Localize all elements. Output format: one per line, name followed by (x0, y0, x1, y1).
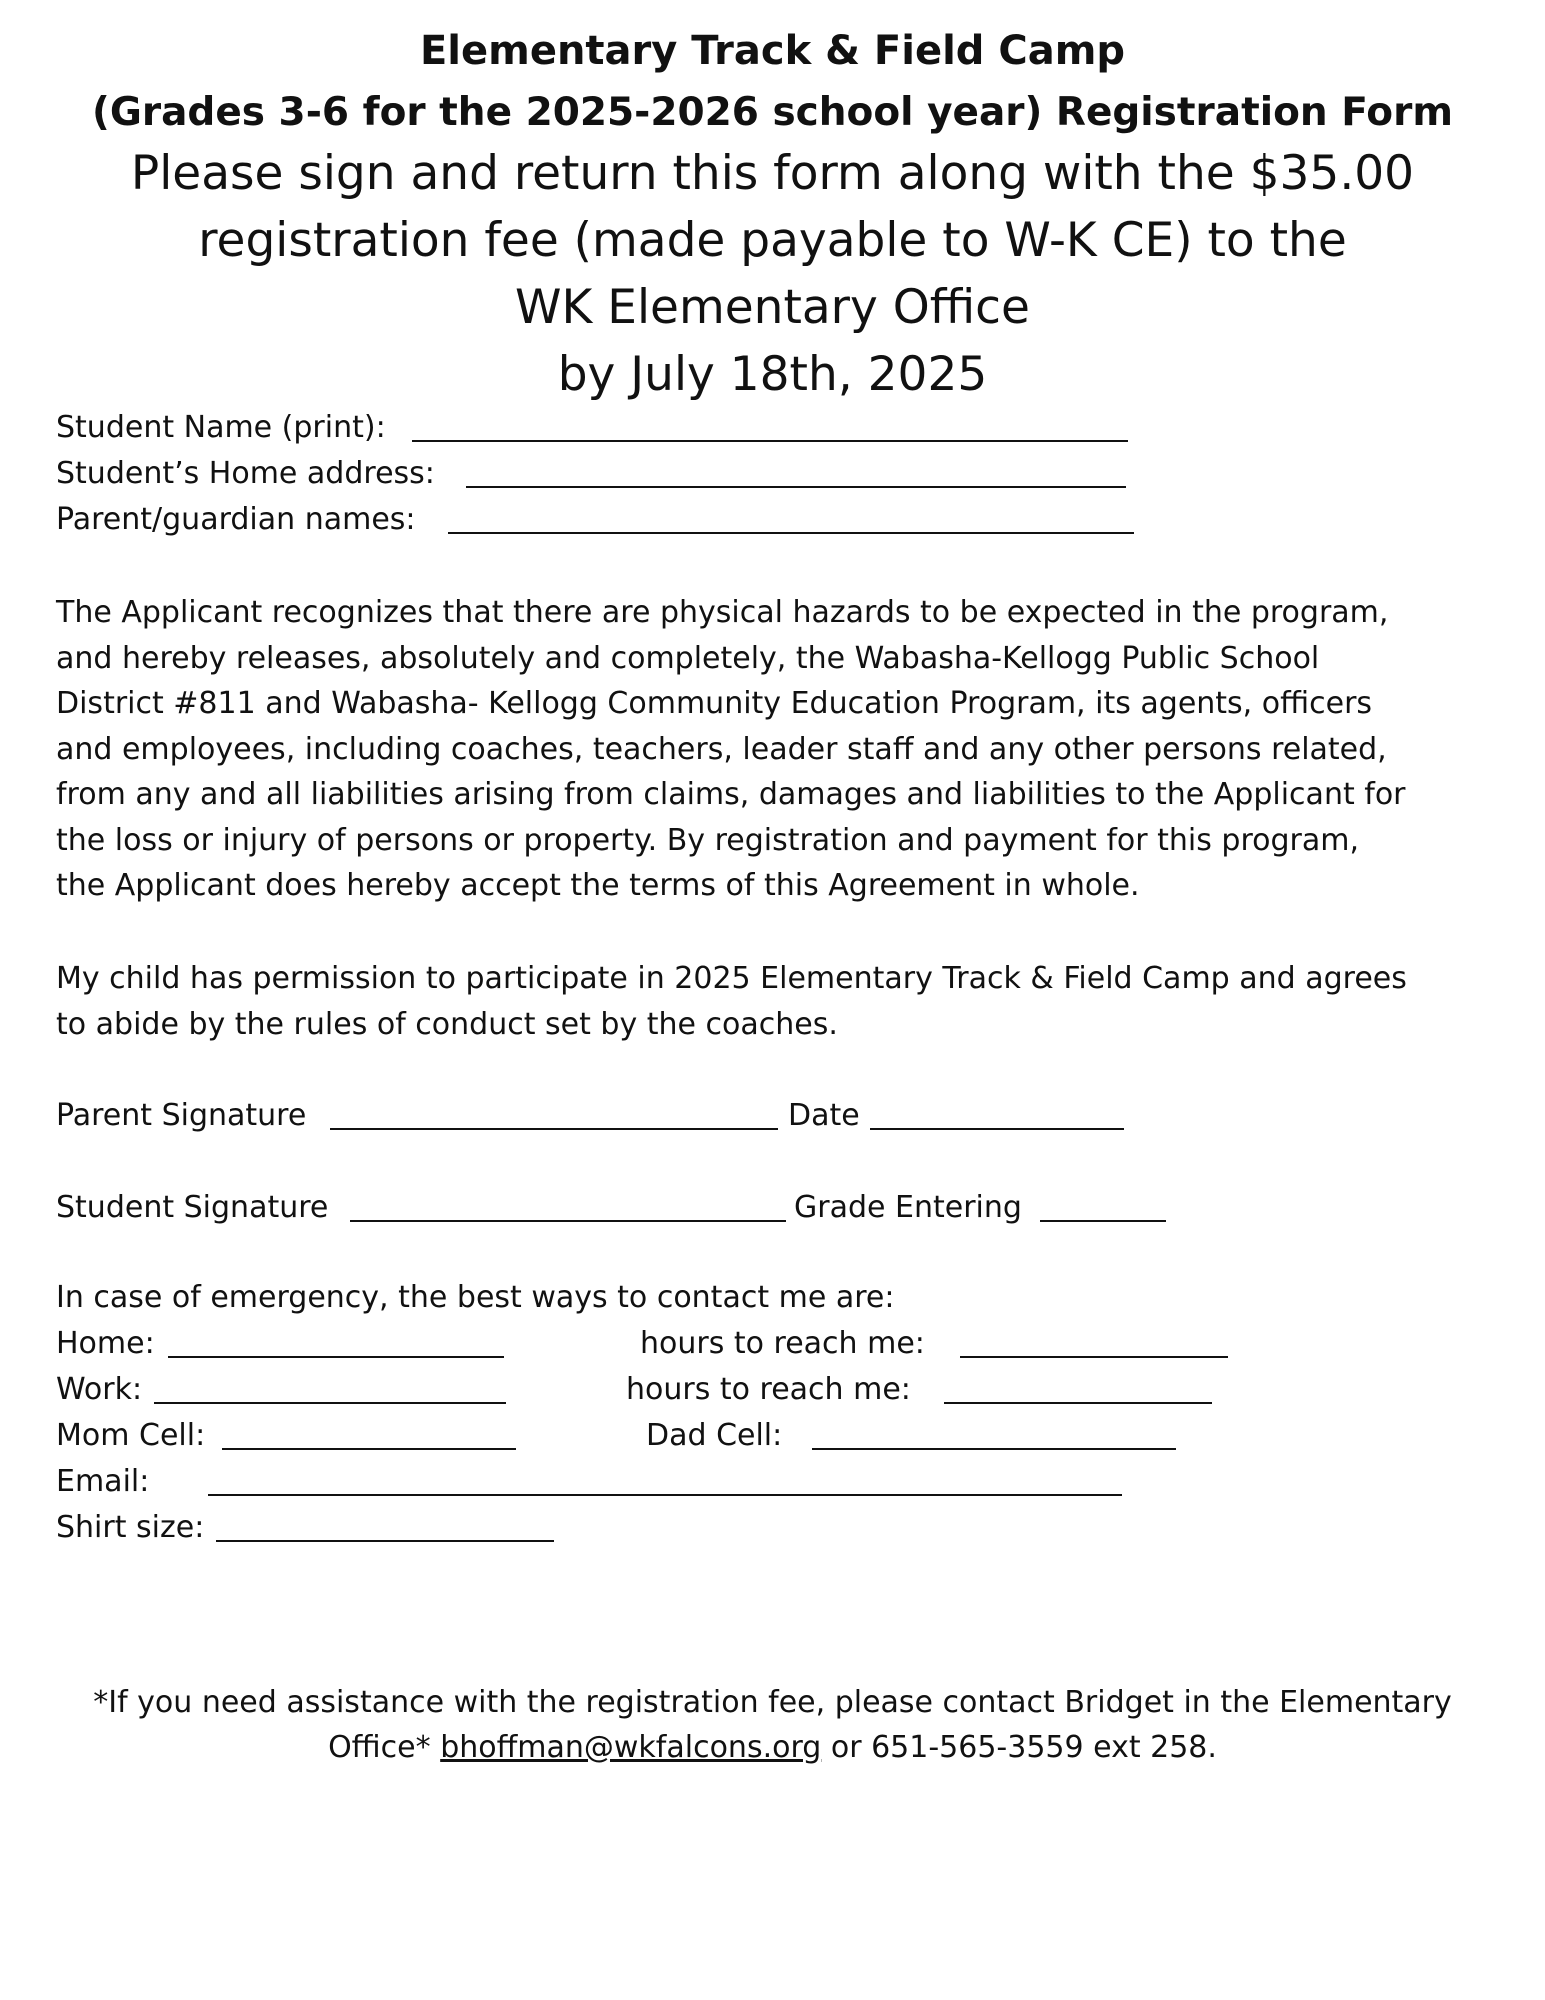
waiver-line: from any and all liabilities arising from claims, damages and liabilities to the Applicant for (56, 777, 1406, 812)
home-address-label: Student’s Home address: (56, 456, 435, 491)
grade-entering-field[interactable] (1040, 1220, 1166, 1222)
permission-statement (56, 956, 1496, 1047)
instruction-line: by July 18th, 2025 (557, 347, 988, 402)
return-instructions (0, 140, 1545, 408)
waiver-line: the loss or injury of persons or property. By registration and payment for this program, (56, 822, 1359, 858)
waiver-line: the Applicant does hereby accept the terms of this Agreement in whole. (56, 868, 1140, 903)
assistance-line: *If you need assistance with the registration fee, please contact Bridget in the Elementary (93, 1685, 1452, 1720)
work-phone-field[interactable] (154, 1402, 506, 1404)
grade-entering-label: Grade Entering (794, 1190, 1022, 1225)
instruction-line: registration fee (made payable to W-K CE) to the (198, 213, 1347, 268)
student-signature-label: Student Signature (56, 1190, 329, 1225)
shirt-size-label: Shirt size: (56, 1510, 205, 1545)
emergency-intro: In case of emergency, the best ways to contact me are: (56, 1280, 895, 1315)
form-subtitle: (Grades 3-6 for the 2025-2026 school year) Registration Form (92, 90, 1453, 135)
form-title: Elementary Track & Field Camp (419, 28, 1126, 74)
home-address-field[interactable] (466, 486, 1126, 488)
parent-names-label: Parent/guardian names: (56, 502, 416, 537)
liability-waiver (56, 590, 1496, 909)
date-label: Date (788, 1098, 860, 1133)
contact-email-link[interactable]: bhoffman@wkfalcons.org (440, 1730, 822, 1765)
work-phone-label: Work: (56, 1372, 143, 1407)
mom-cell-field[interactable] (222, 1448, 516, 1450)
email-label: Email: (56, 1464, 150, 1499)
parent-names-field[interactable] (448, 532, 1134, 534)
shirt-size-field[interactable] (216, 1540, 554, 1542)
phone-text: or 651-565-3559 ext 258. (830, 1730, 1217, 1765)
assistance-contact-line (0, 1725, 1545, 1770)
instruction-line: WK Elementary Office (515, 280, 1030, 335)
parent-signature-field[interactable] (330, 1128, 778, 1130)
waiver-line: and employees, including coaches, teachers, leader staff and any other persons related, (56, 731, 1387, 767)
waiver-line: District #811 and Wabasha- Kellogg Community Education Program, its agents, officers (56, 686, 1373, 721)
home-hours-field[interactable] (960, 1356, 1228, 1358)
dad-cell-field[interactable] (812, 1448, 1176, 1450)
mom-cell-label: Mom Cell: (56, 1418, 206, 1453)
office-text: Office* (328, 1730, 431, 1765)
work-hours-label: hours to reach me: (626, 1372, 911, 1407)
dad-cell-label: Dad Cell: (646, 1418, 783, 1453)
home-phone-field[interactable] (168, 1356, 504, 1358)
waiver-line: and hereby releases, absolutely and completely, the Wabasha-Kellogg Public School (56, 640, 1320, 676)
waiver-line: The Applicant recognizes that there are physical hazards to be expected in the program, (56, 595, 1389, 630)
assistance-note (0, 1680, 1545, 1770)
email-field[interactable] (208, 1494, 1122, 1496)
date-field[interactable] (870, 1128, 1124, 1130)
student-name-field[interactable] (412, 440, 1128, 442)
home-hours-label: hours to reach me: (640, 1326, 925, 1361)
home-phone-label: Home: (56, 1326, 155, 1361)
permission-line: My child has permission to participate in 2025 Elementary Track & Field Camp and agrees (56, 961, 1407, 996)
work-hours-field[interactable] (944, 1402, 1212, 1404)
instruction-line: Please sign and return this form along with the $35.00 (130, 146, 1415, 201)
student-name-label: Student Name (print): (56, 410, 386, 445)
parent-signature-label: Parent Signature (56, 1098, 307, 1133)
student-signature-field[interactable] (350, 1220, 786, 1222)
permission-line: to abide by the rules of conduct set by the coaches. (56, 1006, 838, 1042)
